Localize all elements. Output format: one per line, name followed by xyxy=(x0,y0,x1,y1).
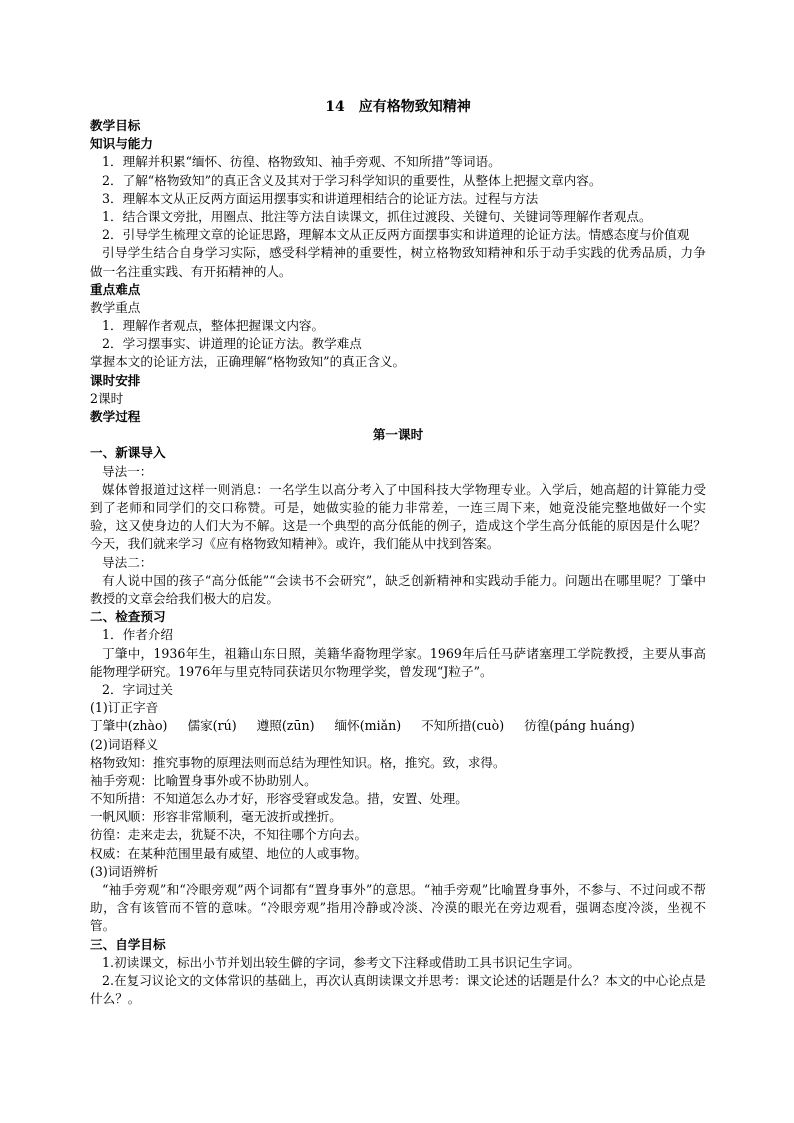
difficulty-item: 掌握本文的论证方法，正确理解“格物致知”的真正含义。 xyxy=(90,354,406,370)
def-label: (2)词语释义 xyxy=(90,736,159,752)
def-item: 袖手旁观：比喻置身事外或不协助别人。 xyxy=(90,772,317,788)
discrim-label: (3)词语辨析 xyxy=(90,863,159,879)
goal-item: 1．理解并积累“缅怀、彷徨、格物致知、袖手旁观、不知所措”等词语。 xyxy=(102,154,501,170)
lesson-heading: 第一课时 xyxy=(372,427,424,443)
process-heading: 教学过程 xyxy=(90,409,141,425)
pron-item: 儒家(rú) xyxy=(187,718,237,734)
goal-item: 2．引导学生梳理文章的论证思路，理解本文从正反两方面摆事实和讲道理的论证方法。情感态度与价值观 xyxy=(102,227,690,243)
pron-item: 不知所措(cuò) xyxy=(421,718,505,734)
author-text: 丁肇中，1936年生，祖籍山东日照，美籍华裔物理学家。1969年后任马萨诸塞理工学院教授，主要从事高能物理学研究。1976年与里克特同获诺贝尔物理学奖，曾发现“J粒子”。 xyxy=(90,645,706,679)
pron-item: 缅怀(miǎn) xyxy=(334,718,402,734)
def-item: 不知所措：不知道怎么办才好，形容受窘或发急。措，安置、处理。 xyxy=(90,791,468,807)
difficulty-heading: 重点难点 xyxy=(90,281,141,297)
pron-item: 遵照(zūn) xyxy=(256,718,315,734)
author-label: 1．作者介绍 xyxy=(102,627,173,643)
self-item: 2.在复习议论文的文体常识的基础上，再次认真朗读课文并思考：课文论述的话题是什么？本文的中心论点是什么？。 xyxy=(90,973,706,1007)
goal-item: 3．理解本文从正反两方面运用摆事实和讲道理相结合的论证方法。过程与方法 xyxy=(102,190,539,206)
schedule-value: 2课时 xyxy=(90,390,124,406)
words-label: 2．字词过关 xyxy=(102,681,173,697)
section-heading: 二、检查预习 xyxy=(90,609,166,625)
goal-item: 引导学生结合自身学习实际，感受科学精神的重要性，树立格物致知精神和乐于动手实践的优秀品质，力争做一名注重实践、有开拓精神的人。 xyxy=(90,245,706,279)
difficulty-sub: 教学重点 xyxy=(90,299,141,315)
intro-text: 媒体曾报道过这样一则消息：一名学生以高分考入了中国科技大学物理专业。入学后，她高超的计算能力受到了老师和同学们的交口称赞。可是，她做实验的能力非常差，一连三周下来，她竟没能完整地做好一个实验，这又使身边的人们大为不解。这是一个典型的高分低能的例子，造成这个学生高分低能的原因是什么呢？今天，我们就来学习《应有格物致知精神》。或许，我们能从中找到答案。 xyxy=(90,481,706,552)
document-page xyxy=(90,97,706,1008)
goals-heading: 教学目标 xyxy=(90,118,141,133)
def-item: 权威：在某种范围里最有威望、地位的人或事物。 xyxy=(90,845,368,861)
def-item: 格物致知：推究事物的原理法则而总结为理性知识。格，推究。致，求得。 xyxy=(90,754,506,770)
schedule-heading: 课时安排 xyxy=(90,372,141,388)
difficulty-item: 2．学习摆事实、讲道理的论证方法。教学难点 xyxy=(102,336,362,352)
goals-sub-knowledge: 知识与能力 xyxy=(90,136,153,152)
section-heading: 三、自学目标 xyxy=(90,936,166,952)
self-item: 1.初读课文，标出小节并划出较生僻的字词，参考文下注释或借助工具书识记生字词。 xyxy=(102,954,580,970)
intro-text: 有人说中国的孩子“高分低能”“会读书不会研究”，缺乏创新精神和实践动手能力。问题出在哪里呢？丁肇中教授的文章会给我们极大的启发。 xyxy=(90,572,706,606)
intro-label: 导法一： xyxy=(102,463,153,479)
pron-item: 彷徨(páng huáng) xyxy=(524,718,635,734)
pron-label: (1)订正字音 xyxy=(90,700,159,716)
pron-item: 丁肇中(zhào) xyxy=(90,718,168,734)
pron-list xyxy=(90,717,706,735)
def-item: 彷徨：走来走去，犹疑不决，不知往哪个方向去。 xyxy=(90,827,368,843)
difficulty-item: 1．理解作者观点，整体把握课文内容。 xyxy=(102,318,325,334)
def-item: 一帆风顺：形容非常顺利，毫无波折或挫折。 xyxy=(90,809,342,825)
intro-label: 导法二： xyxy=(102,554,153,570)
goal-item: 2．了解“格物致知”的真正含义及其对于学习科学知识的重要性，从整体上把握文章内容。 xyxy=(102,172,602,188)
goal-item: 1．结合课文旁批，用圈点、批注等方法自读课文，抓住过渡段、关键句、关键词等理解作者观点。 xyxy=(102,208,652,224)
section-heading: 一、新课导入 xyxy=(90,445,166,461)
discrim-text: “袖手旁观”和“冷眼旁观”两个词都有“置身事外”的意思。“袖手旁观”比喻置身事外，不参与、不过问或不帮助，含有该管而不管的意味。“冷眼旁观”指用冷静或冷淡、冷漠的眼光在旁边观看，强调态度冷淡，坐视不管。 xyxy=(90,882,706,934)
page-title: 14 应有格物致知精神 xyxy=(325,99,471,115)
